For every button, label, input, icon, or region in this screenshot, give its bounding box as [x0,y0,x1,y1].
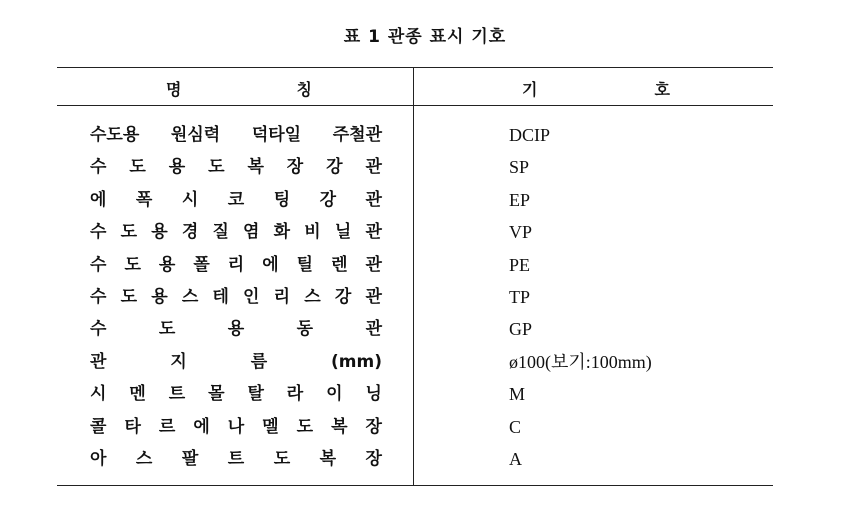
name-char: 도 [158,319,176,340]
name-char: 강 [326,157,343,178]
name-char: 에 [262,254,279,275]
name-char: 지 [170,351,187,372]
name-char: (mm) [331,351,382,372]
name-char: 동 [296,319,314,340]
name-char: 강 [334,286,352,307]
pipe-type-name [90,317,382,341]
lining-type-name [90,382,382,406]
name-char: 닝 [365,384,382,405]
coating-type-name [90,447,382,471]
table-body [0,123,850,479]
table-row [0,155,850,187]
name-char: 라 [286,384,304,405]
table-row [0,285,850,317]
pipe-type-symbol: GP [509,319,533,340]
name-char: 나 [227,416,245,437]
name-char: 스 [304,286,321,307]
name-char: 팅 [273,189,291,210]
name-char: 관 [365,189,382,210]
name-char: 탈 [247,384,264,405]
name-char: 도 [120,286,138,307]
table-row [0,123,850,155]
name-char: 관 [365,222,382,243]
name-char: 용 [151,222,168,243]
lining-type-symbol: M [509,384,526,405]
name-char: 도 [129,157,146,178]
name-char: 리 [227,254,245,275]
name-char: 용 [227,319,245,340]
pipe-type-name [90,155,382,179]
name-char: 염 [243,222,260,243]
name-char: 코 [227,189,245,210]
name-char: 이 [326,384,343,405]
name-char: 도 [124,254,141,275]
name-char: 장 [365,448,382,469]
table-row [0,447,850,479]
table-title: 표 1 관종 표시 기호 [343,27,507,47]
name-char: 수 [90,157,107,178]
name-char: 용 [151,286,168,307]
name-char: 주철관 [332,125,382,145]
pipe-type-symbol: DCIP [509,125,551,145]
name-char: 용 [168,157,186,178]
name-char: 름 [250,351,268,372]
name-char: 관 [365,286,382,307]
name-char: 경 [181,222,199,243]
name-char: 폭 [135,189,153,210]
name-char: 스 [135,448,153,469]
name-char: 수도용 [90,125,140,145]
name-char: 몰 [208,384,225,405]
coating-type-symbol: A [509,448,522,469]
name-char: 팔 [181,448,199,469]
header-symbol-char: 기 [522,80,538,99]
name-char: 트 [227,448,245,469]
name-char: 멘 [129,384,146,405]
name-char: 관 [365,254,382,275]
name-char: 르 [158,416,176,437]
name-char: 장 [365,416,382,437]
table-row [0,317,850,349]
table-row [0,350,850,382]
table-bottom-rule [57,485,773,486]
name-char: 수 [90,286,107,307]
name-char: 인 [243,286,260,307]
pipe-type-symbol: PE [509,254,531,275]
name-char: 복 [319,448,337,469]
name-char: 도 [296,416,314,437]
header-name-char: 명 [166,80,182,99]
pipe-type-name [90,123,382,147]
pipe-type-symbol: EP [509,189,531,210]
name-char: 수 [90,319,107,340]
name-char: 타 [124,416,141,437]
name-char: 스 [181,286,199,307]
name-char: 용 [158,254,176,275]
name-char: 비 [304,222,321,243]
name-char: 수 [90,254,107,275]
name-char: 렌 [331,254,348,275]
name-char: 관 [365,319,382,340]
table-row [0,188,850,220]
name-char: 도 [273,448,291,469]
pipe-type-name [90,253,382,277]
pipe-diameter-label [90,350,382,374]
name-char: 틸 [296,254,314,275]
name-char: 리 [273,286,291,307]
table-row [0,382,850,414]
header-symbol-char: 호 [654,80,670,99]
name-char: 관 [90,351,107,372]
coating-type-symbol: C [509,416,522,437]
name-char: 트 [168,384,186,405]
name-char: 시 [181,189,199,210]
table-row [0,220,850,252]
name-char: 아 [90,448,107,469]
pipe-type-name [90,220,382,244]
column-header-symbol [522,77,670,100]
name-char: 장 [286,157,304,178]
name-char: 폴 [193,254,210,275]
name-char: 에 [90,189,107,210]
pipe-type-symbol: TP [509,286,531,307]
table-row [0,415,850,447]
name-char: 복 [247,157,264,178]
name-char: 테 [212,286,229,307]
column-header-name [166,77,312,100]
header-name-char: 칭 [296,80,312,99]
name-char: 에 [193,416,210,437]
header-bottom-rule [57,105,773,106]
table-row [0,253,850,285]
pipe-type-name [90,285,382,309]
table-top-rule [57,67,773,68]
name-char: 도 [120,222,138,243]
name-char: 관 [365,157,382,178]
pipe-type-symbol: VP [509,222,533,243]
name-char: 닐 [334,222,352,243]
pipe-diameter-symbol: ø100(보기:100mm) [509,351,652,372]
name-char: 멜 [262,416,279,437]
name-char: 복 [331,416,348,437]
name-char: 화 [273,222,291,243]
name-char: 수 [90,222,107,243]
name-char: 원심력 [170,125,221,145]
coating-type-name [90,415,382,439]
name-char: 강 [319,189,337,210]
pipe-type-name [90,188,382,212]
pipe-type-symbol: SP [509,157,530,178]
name-char: 덕타일 [251,125,302,145]
name-char: 도 [208,157,225,178]
name-char: 시 [90,384,107,405]
name-char: 질 [212,222,229,243]
name-char: 콜 [90,416,107,437]
